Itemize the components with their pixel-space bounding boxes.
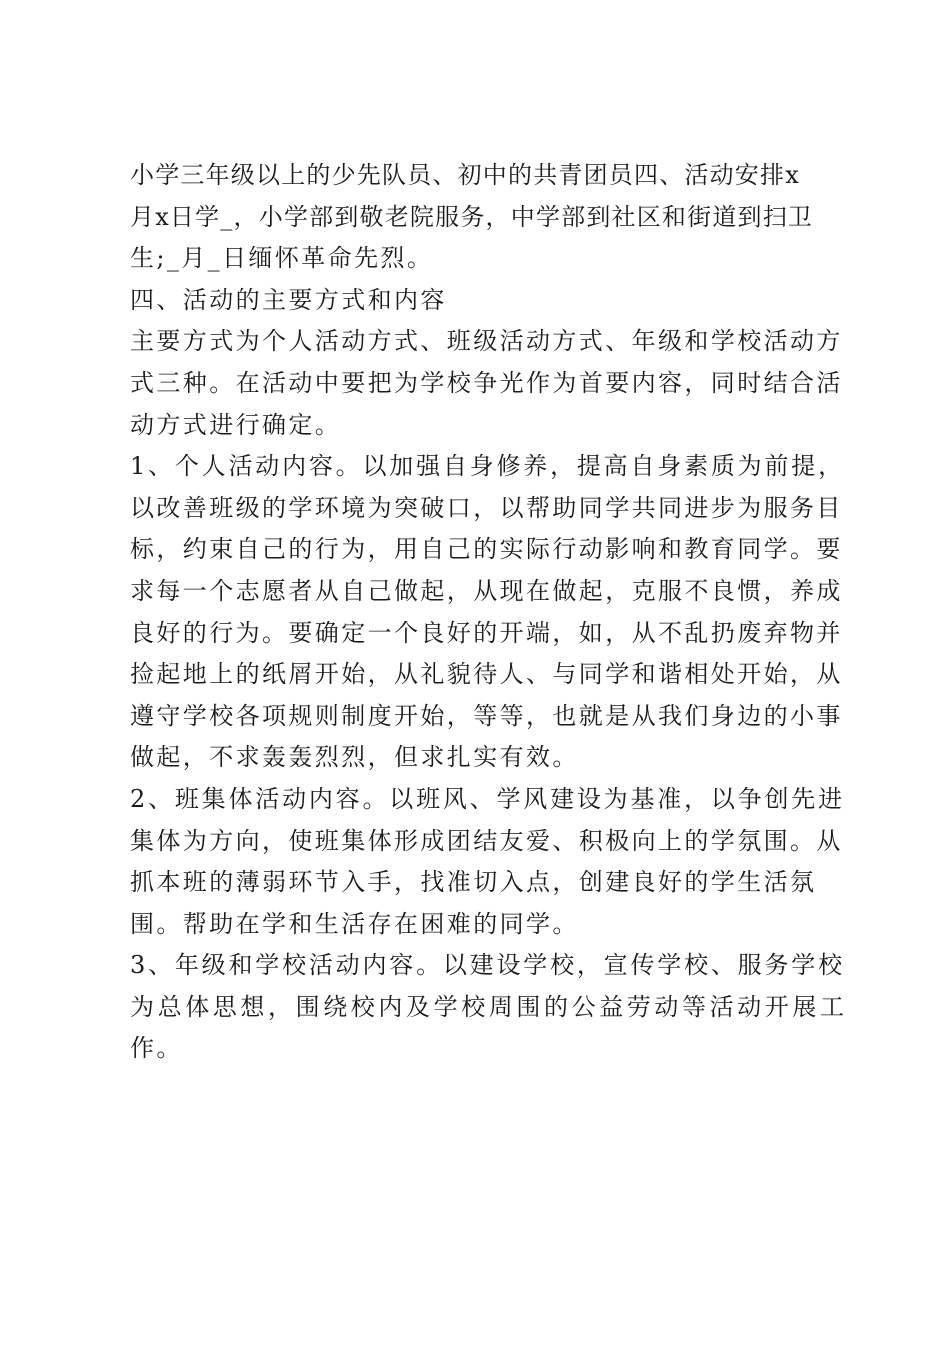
text-line: 式三种。在活动中要把为学校争光作为首要内容，同时结合活 — [130, 368, 843, 397]
text-line: 做起，不求轰轰烈烈，但求扎实有效。 — [130, 743, 579, 772]
text-line: 求每一个志愿者从自己做起，从现在做起，克服不良惯，养成 — [130, 576, 843, 605]
section-heading: 四、活动的主要方式和内容 — [130, 285, 447, 314]
text-line: 为总体思想，围绕校内及学校周围的公益劳动等活动开展工 — [130, 992, 848, 1021]
text-line: 生;_月_日缅怀革命先烈。 — [130, 244, 434, 273]
text-line: 良好的行为。要确定一个良好的开端，如，从不乱扔废弃物并 — [130, 618, 843, 647]
text-line: 3、年级和学校活动内容。以建设学校，宣传学校、服务学校 — [130, 951, 845, 980]
text-line: 动方式进行确定。 — [130, 410, 342, 439]
document-body — [130, 155, 848, 1070]
text-line: 集体为方向，使班集体形成团结友爱、积极向上的学氛围。从 — [130, 826, 843, 855]
text-line: 小学三年级以上的少先队员、初中的共青团员四、活动安排x — [130, 161, 800, 189]
text-line: 2、班集体活动内容。以班风、学风建设为基准，以争创先进 — [130, 784, 845, 813]
text-line: 捡起地上的纸屑开始，从礼貌待人、与同学和谐相处开始，从 — [130, 660, 843, 689]
text-line: 1、个人活动内容。以加强自身修养，提高自身素质为前提， — [130, 452, 845, 481]
text-line: 以改善班级的学环境为突破口，以帮助同学共同进步为服务目 — [130, 493, 843, 522]
text-line: 月x日学_，小学部到敬老院服务，中学部到社区和街道到扫卫 — [130, 202, 814, 231]
text-line: 标，约束自己的行为，用自己的实际行动影响和教育同学。要 — [130, 535, 843, 564]
text-line: 围。帮助在学和生活存在困难的同学。 — [130, 909, 579, 938]
text-line: 抓本班的薄弱环节入手，找准切入点，创建良好的学生活氛 — [130, 868, 817, 897]
text-line: 遵守学校各项规则制度开始，等等，也就是从我们身边的小事 — [130, 701, 843, 730]
text-line: 主要方式为个人活动方式、班级活动方式、年级和学校活动方 — [130, 327, 843, 356]
text-line: 作。 — [130, 1034, 183, 1063]
